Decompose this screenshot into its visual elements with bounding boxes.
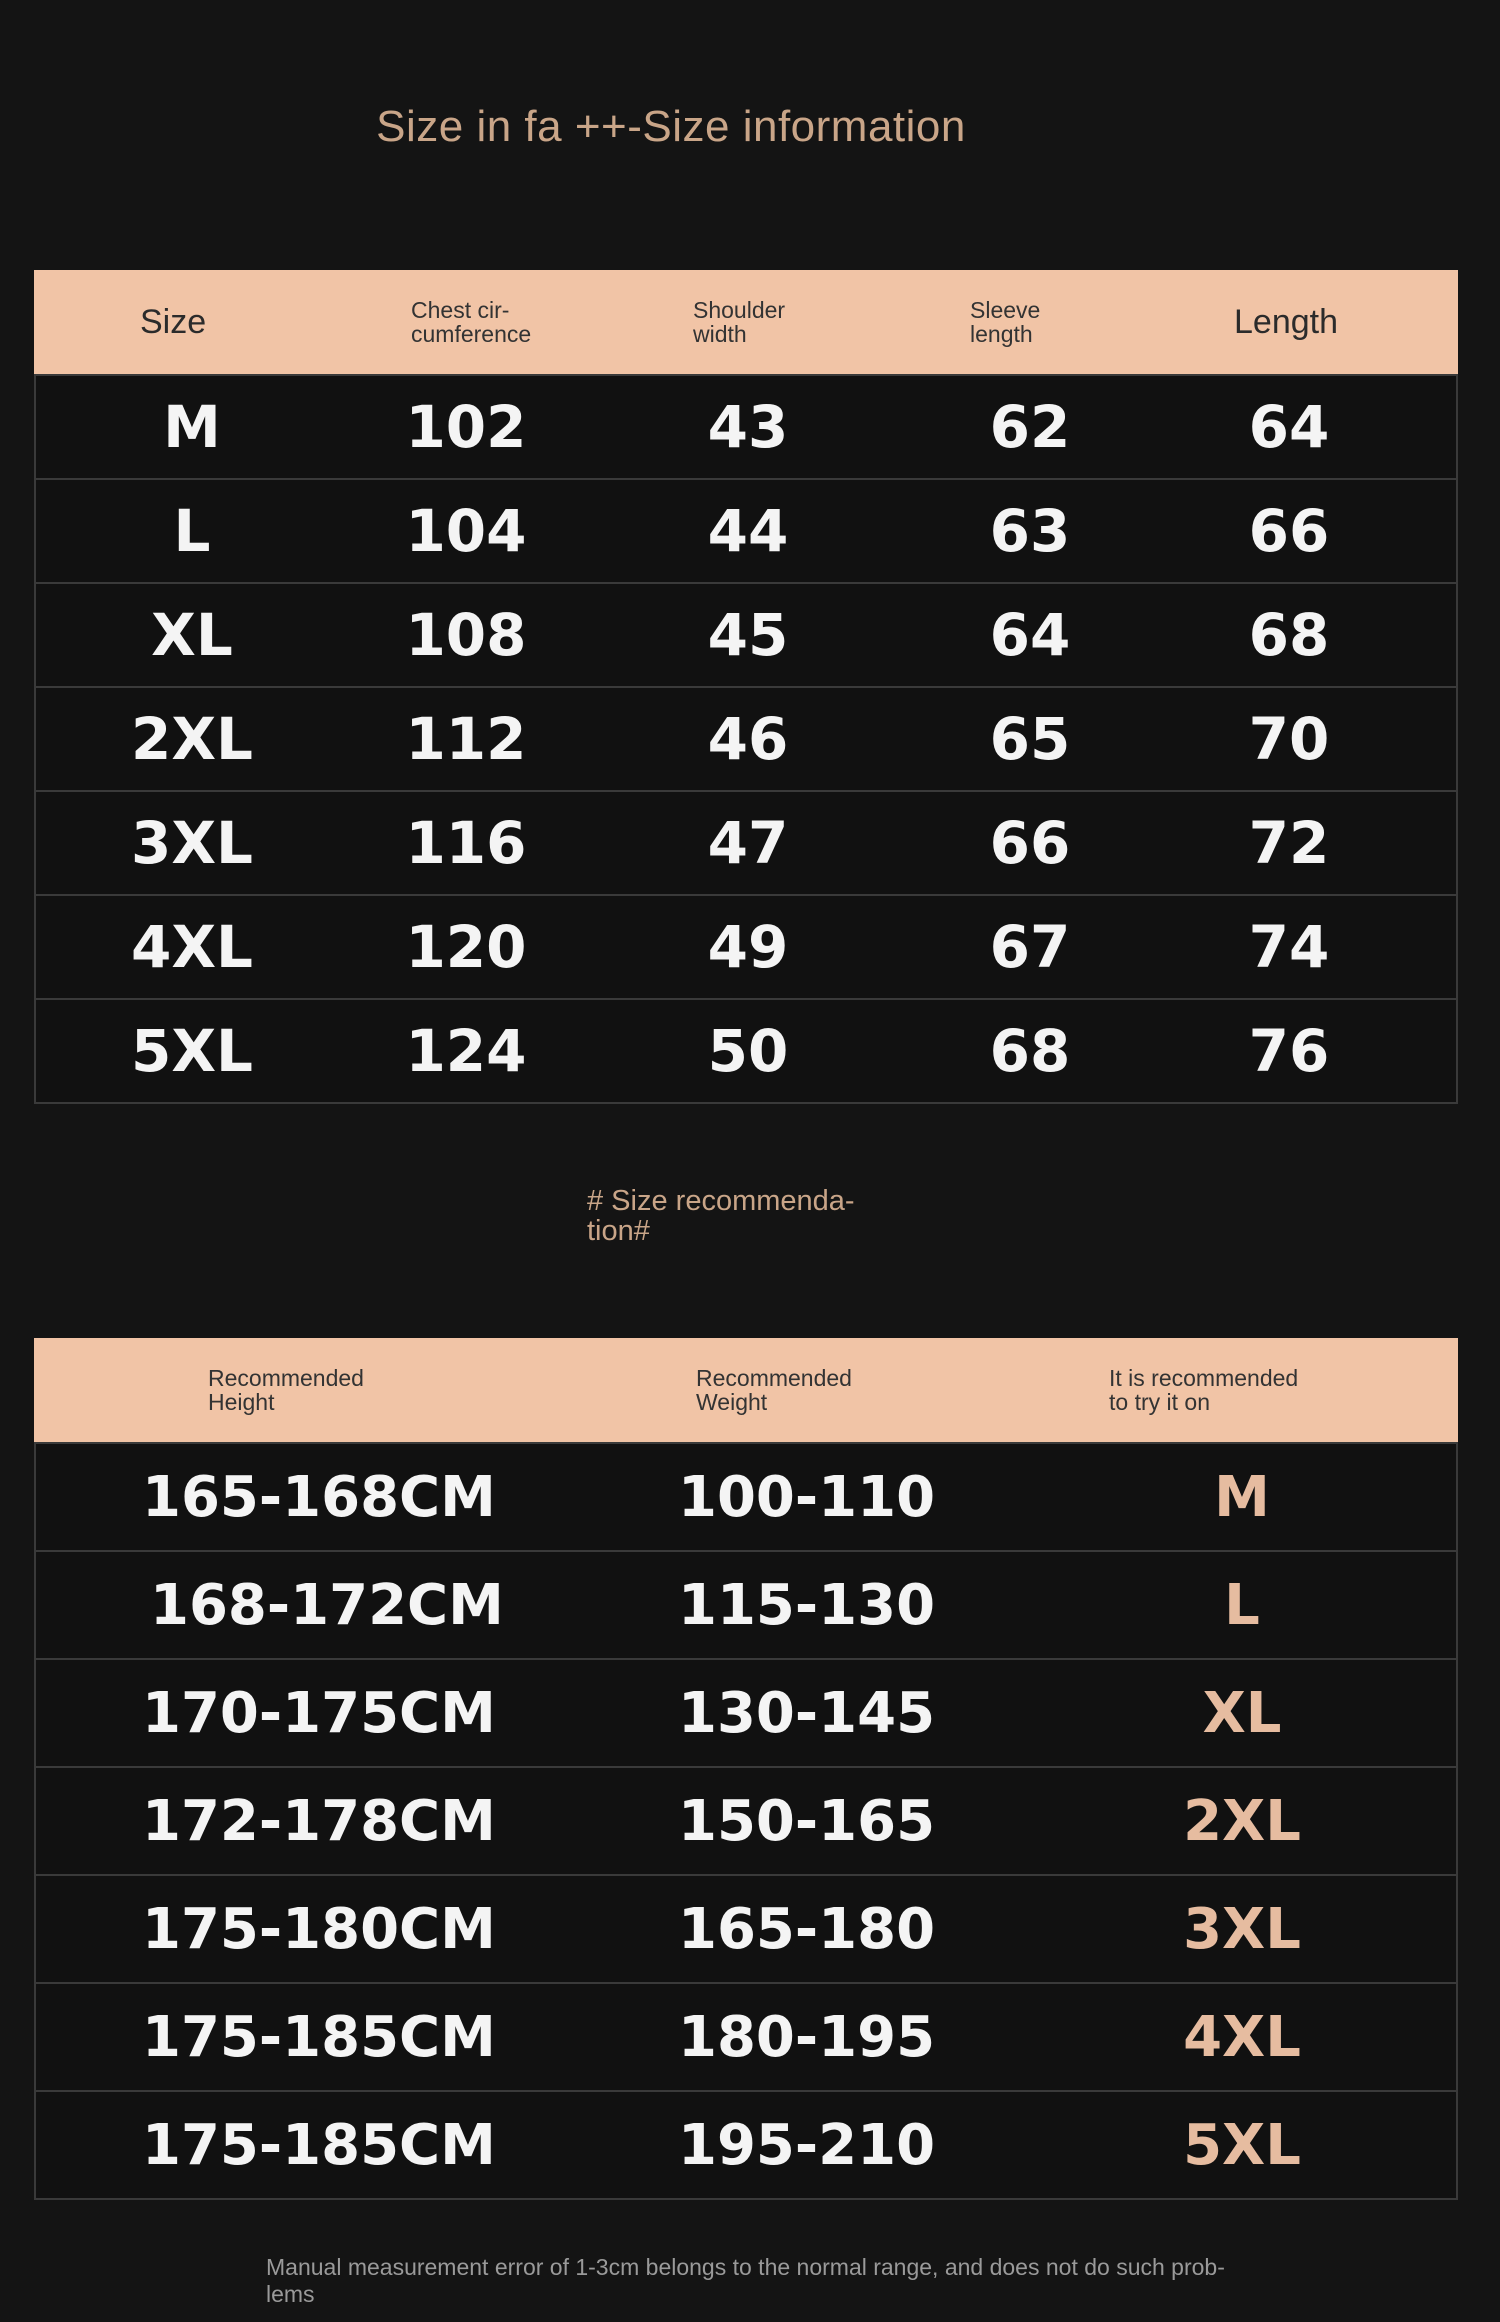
cell-size: M — [163, 393, 221, 461]
cell-sleeve: 63 — [989, 497, 1071, 565]
cell-weight: 180-195 — [678, 2004, 936, 2070]
recommendation-row — [34, 1984, 1458, 2092]
cell-length: 64 — [1248, 393, 1330, 461]
cell-length: 76 — [1248, 1017, 1330, 1085]
cell-size: 3XL — [130, 809, 254, 877]
cell-shoulder: 43 — [707, 393, 789, 461]
header-height: Recommended Height — [208, 1365, 364, 1415]
cell-size: 5XL — [130, 1017, 254, 1085]
cell-shoulder: 47 — [707, 809, 789, 877]
size-table — [34, 270, 1458, 1104]
page-title: Size in fa ++-Size information — [376, 102, 966, 151]
cell-weight: 115-130 — [678, 1572, 936, 1638]
recommendation-table-header — [34, 1338, 1458, 1442]
cell-sleeve: 62 — [989, 393, 1071, 461]
cell-chest: 108 — [405, 601, 527, 669]
cell-length: 72 — [1248, 809, 1330, 877]
cell-size: 4XL — [1183, 2004, 1301, 2070]
cell-shoulder: 45 — [707, 601, 789, 669]
cell-size: 4XL — [130, 913, 254, 981]
recommendation-row — [34, 1552, 1458, 1660]
cell-size: 2XL — [1183, 1788, 1301, 1854]
cell-size: 5XL — [1183, 2112, 1301, 2178]
recommendation-title — [0, 1186, 1500, 1246]
cell-chest: 124 — [405, 1017, 527, 1085]
cell-height: 170-175CM — [142, 1680, 496, 1746]
cell-weight: 165-180 — [678, 1896, 936, 1962]
cell-sleeve: 67 — [989, 913, 1071, 981]
cell-height: 168-172CM — [150, 1572, 504, 1638]
size-row — [34, 792, 1458, 896]
cell-chest: 104 — [405, 497, 527, 565]
cell-size: 3XL — [1183, 1896, 1301, 1962]
cell-length: 70 — [1248, 705, 1330, 773]
cell-weight: 100-110 — [678, 1464, 936, 1530]
cell-length: 66 — [1248, 497, 1330, 565]
cell-size: L — [173, 497, 211, 565]
cell-chest: 112 — [405, 705, 527, 773]
cell-weight: 150-165 — [678, 1788, 936, 1854]
cell-weight: 130-145 — [678, 1680, 936, 1746]
cell-size: M — [1214, 1464, 1270, 1530]
cell-size: XL — [1202, 1680, 1282, 1746]
header-length: Length — [1234, 302, 1338, 341]
cell-sleeve: 64 — [989, 601, 1071, 669]
cell-sleeve: 66 — [989, 809, 1071, 877]
recommendation-table — [34, 1338, 1458, 2200]
cell-height: 172-178CM — [142, 1788, 496, 1854]
cell-height: 175-185CM — [142, 2004, 496, 2070]
header-try-on: It is recommended to try it on — [1109, 1365, 1299, 1415]
cell-sleeve: 68 — [989, 1017, 1071, 1085]
recommendation-row — [34, 1442, 1458, 1552]
size-row — [34, 480, 1458, 584]
header-sleeve: Sleeve length — [970, 297, 1041, 347]
cell-size: 2XL — [130, 705, 254, 773]
header-size: Size — [140, 302, 207, 341]
size-row — [34, 374, 1458, 480]
cell-shoulder: 44 — [707, 497, 789, 565]
cell-sleeve: 65 — [989, 705, 1071, 773]
header-shoulder: Shoulder width — [693, 297, 786, 347]
recommendation-title-text: # Size recommenda- tion# — [587, 1185, 855, 1247]
size-row — [34, 1000, 1458, 1104]
cell-height: 165-168CM — [142, 1464, 496, 1530]
size-row — [34, 896, 1458, 1000]
cell-chest: 120 — [405, 913, 527, 981]
header-chest: Chest cir- cumference — [411, 297, 532, 347]
recommendation-row — [34, 1660, 1458, 1768]
cell-height: 175-180CM — [142, 1896, 496, 1962]
size-row — [34, 688, 1458, 792]
header-weight: Recommended Weight — [696, 1365, 852, 1415]
recommendation-row — [34, 1768, 1458, 1876]
size-row — [34, 584, 1458, 688]
cell-shoulder: 46 — [707, 705, 789, 773]
cell-chest: 102 — [405, 393, 527, 461]
cell-shoulder: 50 — [707, 1017, 789, 1085]
cell-size: XL — [151, 601, 233, 669]
cell-length: 74 — [1248, 913, 1330, 981]
recommendation-row — [34, 2092, 1458, 2200]
cell-chest: 116 — [405, 809, 527, 877]
cell-weight: 195-210 — [678, 2112, 936, 2178]
recommendation-row — [34, 1876, 1458, 1984]
cell-length: 68 — [1248, 601, 1330, 669]
size-table-header — [34, 270, 1458, 374]
cell-height: 175-185CM — [142, 2112, 496, 2178]
cell-shoulder: 49 — [707, 913, 789, 981]
footnote: Manual measurement error of 1-3cm belongs to the normal range, and does not do such prob- lems — [266, 2254, 1225, 2307]
cell-size: L — [1224, 1572, 1260, 1638]
